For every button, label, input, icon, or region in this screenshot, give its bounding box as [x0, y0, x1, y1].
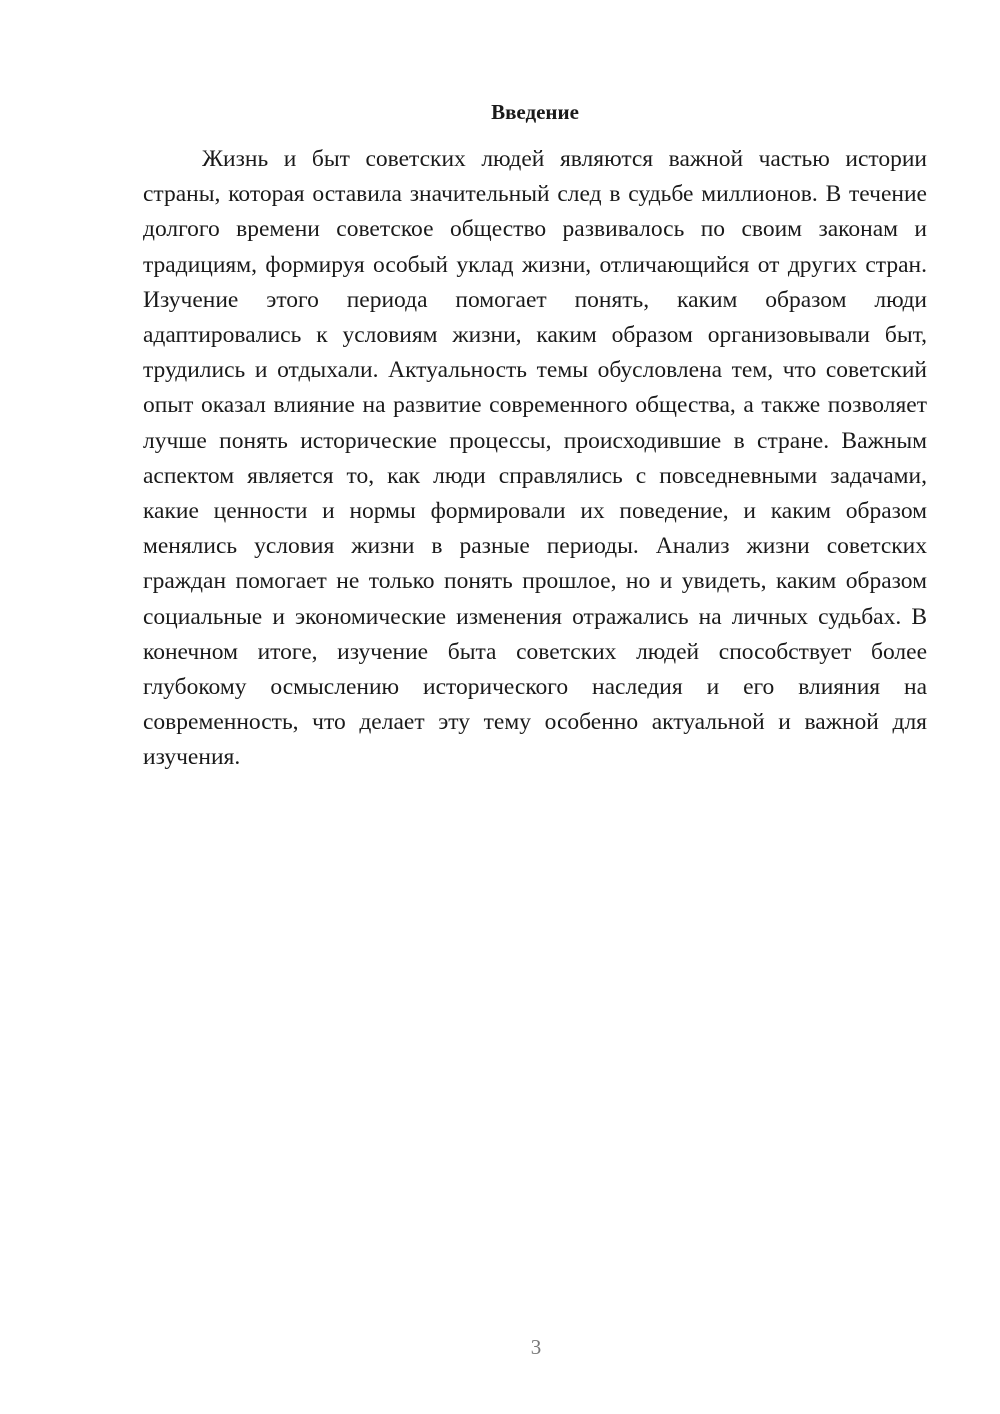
body-paragraph: Жизнь и быт советских людей являются важной частью истории страны, которая оставила значительный след в судьбе миллионов. В течение долгого времени советское общество развивалось по своим законам и традициям, формируя особый уклад жизни, отличающийся от других стран. Изучение этого периода помогает понять, каким образом люди адаптировались к условиям жизни, каким образом организовывали быт, трудились и отдыхали. Актуальность темы обусловлена тем, что советский опыт оказал влияние на развитие современного общества, а также позволяет лучше понять исторические процессы, происходившие в стране. Важным аспектом является то, как люди справлялись с повседневными задачами, какие ценности и нормы формировали их поведение, и каким образом менялись условия жизни в разные периоды. Анализ жизни советских граждан помогает не только понять прошлое, но и увидеть, каким образом социальные и экономические изменения отражались на личных судьбах. В конечном итоге, изучение быта советских людей способствует более глубокому осмыслению исторического наследия и его влияния на современность, что делает эту тему особенно актуальной и важной для изучения. [143, 146, 927, 771]
page-number: 3 [530, 1335, 542, 1359]
section-heading: Введение [491, 100, 579, 124]
